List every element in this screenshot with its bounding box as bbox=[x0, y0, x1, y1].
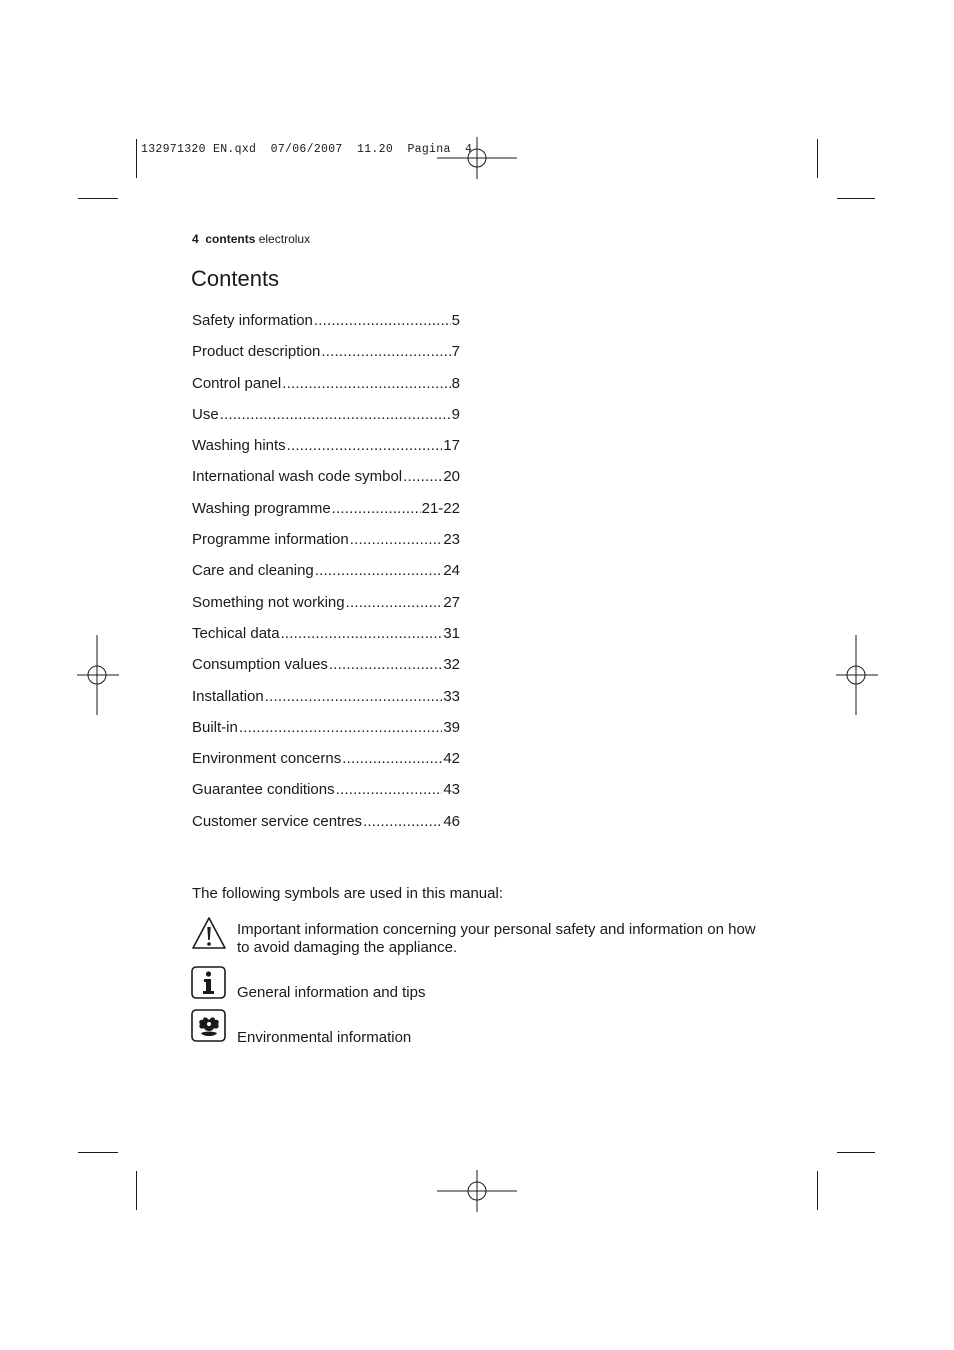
toc-entry-label: Built-in bbox=[192, 718, 238, 736]
toc-entry bbox=[192, 312, 460, 343]
toc-entry bbox=[192, 343, 460, 374]
toc-entry-page: 39 bbox=[443, 718, 460, 736]
toc-leader-dots bbox=[281, 625, 443, 642]
symbol-warning-text bbox=[237, 921, 756, 957]
toc-entry bbox=[192, 719, 460, 750]
toc-entry bbox=[192, 625, 460, 656]
toc-leader-dots bbox=[315, 562, 443, 579]
toc-entry-page: 9 bbox=[451, 405, 460, 423]
toc-leader-dots bbox=[332, 500, 421, 517]
registration-mark-bottom bbox=[437, 1170, 517, 1212]
running-header bbox=[192, 232, 310, 246]
toc-leader-dots bbox=[282, 375, 450, 392]
toc-leader-dots bbox=[314, 312, 451, 329]
toc-entry bbox=[192, 656, 460, 687]
toc-entry-label: Product description bbox=[192, 343, 321, 361]
toc-entry-page: 8 bbox=[451, 374, 460, 392]
toc-entry bbox=[192, 813, 460, 844]
toc-entry-label: Customer service centres bbox=[192, 812, 363, 830]
toc-entry-page: 43 bbox=[443, 781, 460, 799]
symbol-warning-line2: to avoid damaging the appliance. bbox=[237, 939, 458, 956]
toc-entry-page: 24 bbox=[443, 562, 460, 580]
toc-entry bbox=[192, 750, 460, 781]
registration-mark-right bbox=[836, 635, 878, 715]
toc-leader-dots bbox=[403, 468, 442, 485]
toc-entry-label: Something not working bbox=[192, 593, 345, 611]
page-title: Contents bbox=[191, 266, 280, 291]
toc-entry-label: Care and cleaning bbox=[192, 562, 314, 580]
toc-entry-page: 27 bbox=[443, 593, 460, 611]
toc-entry-label: Consumption values bbox=[192, 656, 328, 674]
header-section: contents bbox=[205, 232, 256, 246]
toc-entry-page: 5 bbox=[451, 312, 460, 329]
toc-leader-dots bbox=[350, 531, 443, 548]
symbols-intro: The following symbols are used in this manual: bbox=[192, 885, 503, 902]
toc-leader-dots bbox=[363, 813, 442, 830]
symbol-info-text: General information and tips bbox=[237, 984, 426, 1001]
toc-entry bbox=[192, 688, 460, 719]
toc-entry-label: Installation bbox=[192, 687, 264, 705]
toc-entry-label: Washing programme bbox=[192, 499, 331, 517]
toc-entry bbox=[192, 406, 460, 437]
toc-entry-label: Control panel bbox=[192, 374, 282, 392]
toc-entry bbox=[192, 781, 460, 812]
registration-mark-left bbox=[77, 635, 119, 715]
toc-leader-dots bbox=[342, 750, 442, 767]
toc-entry-label: Guarantee conditions bbox=[192, 781, 335, 799]
toc-leader-dots bbox=[336, 781, 443, 798]
toc-leader-dots bbox=[287, 437, 443, 454]
environment-flower-icon bbox=[191, 1009, 227, 1043]
toc-entry-page: 42 bbox=[443, 750, 460, 768]
toc-entry-page: 17 bbox=[443, 437, 460, 455]
toc-entry bbox=[192, 594, 460, 625]
toc-entry bbox=[192, 562, 460, 593]
toc-entry-page: 32 bbox=[443, 656, 460, 674]
toc-entry-page: 23 bbox=[443, 531, 460, 549]
symbol-warning-line1: Important information concerning your personal safety and information on how bbox=[237, 921, 756, 938]
toc-leader-dots bbox=[265, 688, 443, 705]
toc-entry bbox=[192, 468, 460, 499]
toc-leader-dots bbox=[239, 719, 442, 736]
warning-triangle-icon bbox=[191, 916, 227, 950]
toc-entry-page: 21-22 bbox=[421, 499, 460, 517]
print-slug: 132971320 EN.qxd 07/06/2007 11.20 Pagina 4 bbox=[141, 143, 473, 156]
toc-leader-dots bbox=[321, 343, 450, 360]
toc-entry bbox=[192, 531, 460, 562]
symbol-environment-text: Environmental information bbox=[237, 1029, 412, 1046]
toc-entry-label: Environment concerns bbox=[192, 750, 342, 768]
toc-entry-page: 7 bbox=[451, 343, 460, 361]
toc-entry bbox=[192, 437, 460, 468]
toc-entry-label: Washing hints bbox=[192, 437, 286, 455]
toc-entry-page: 20 bbox=[443, 468, 460, 486]
toc-entry bbox=[192, 500, 460, 531]
toc-entry-page: 33 bbox=[443, 687, 460, 705]
header-page-number: 4 bbox=[192, 232, 199, 246]
toc-entry-label: Techical data bbox=[192, 624, 280, 642]
toc-leader-dots bbox=[220, 406, 451, 423]
toc-entry-page: 46 bbox=[443, 812, 460, 830]
toc-entry-label: Use bbox=[192, 405, 219, 423]
toc-leader-dots bbox=[346, 594, 443, 611]
toc-entry-label: International wash code symbol bbox=[192, 468, 403, 486]
info-icon bbox=[191, 966, 227, 1000]
header-brand: electrolux bbox=[258, 232, 311, 246]
toc-entry-label: Programme information bbox=[192, 531, 349, 549]
table-of-contents bbox=[192, 312, 460, 844]
toc-leader-dots bbox=[329, 656, 442, 673]
toc-entry bbox=[192, 375, 460, 406]
toc-entry-page: 31 bbox=[443, 624, 460, 642]
toc-entry-label: Safety information bbox=[192, 312, 313, 329]
